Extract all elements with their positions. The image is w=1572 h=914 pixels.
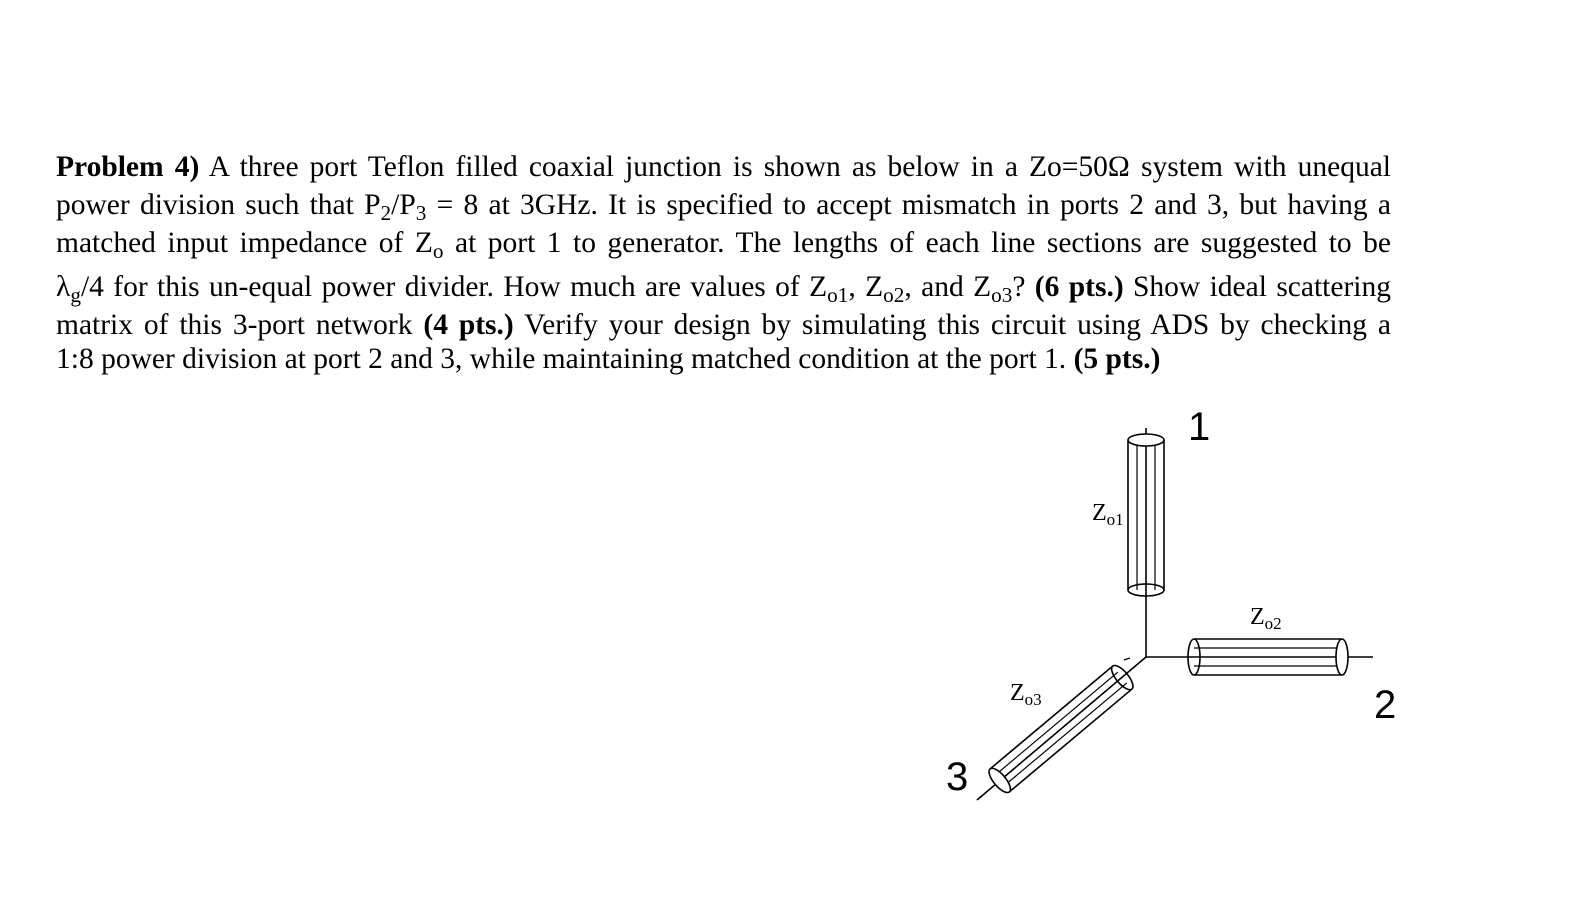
points-6: (6 pts.) [1034,271,1124,303]
port-1-label: 1 [1188,405,1211,449]
port-2-label: 2 [1374,683,1397,727]
problem-line-5: matrix of this 3-port network (4 pts.) Verify your design by simulating this circuit using ADS by checking a [56,309,1392,341]
problem-heading: Problem 4) [56,151,200,183]
problem-line-4: $\lambda_g/4$ for this un-equal power divider. How much are values of $Z_{o1}$, $Z_{o2}$, and $Z_{o3}$? (6 pts.) Show ideal scattering [56,271,1391,307]
problem-line-3: matched input impedance of $Z_o$ at port 1 to generator. The lengths of each line sections are suggested to be [56,227,1391,263]
problem-line-1: Problem 4) A three port Teflon filled coaxial junction is shown as below in a Zo=50Ω system with unequal [56,151,1391,183]
problem-line-2: power division such that $P_2/P_3 = 8$ at 3GHz. It is specified to accept mismatch in ports 2 and 3, but having a [56,189,1391,225]
z01-label: $Z_{o1}$ [1092,500,1124,529]
z02-label: $Z_{o2}$ [1250,604,1282,633]
points-5: (5 pts.) [1073,343,1161,375]
z03-label: $Z_{o3}$ [1010,680,1042,709]
problem-line-6: 1:8 power division at port 2 and 3, while maintaining matched condition at the port 1. (5 pts.) [56,343,1161,375]
points-4: (4 pts.) [423,309,514,341]
port-3-label: 3 [946,755,969,799]
